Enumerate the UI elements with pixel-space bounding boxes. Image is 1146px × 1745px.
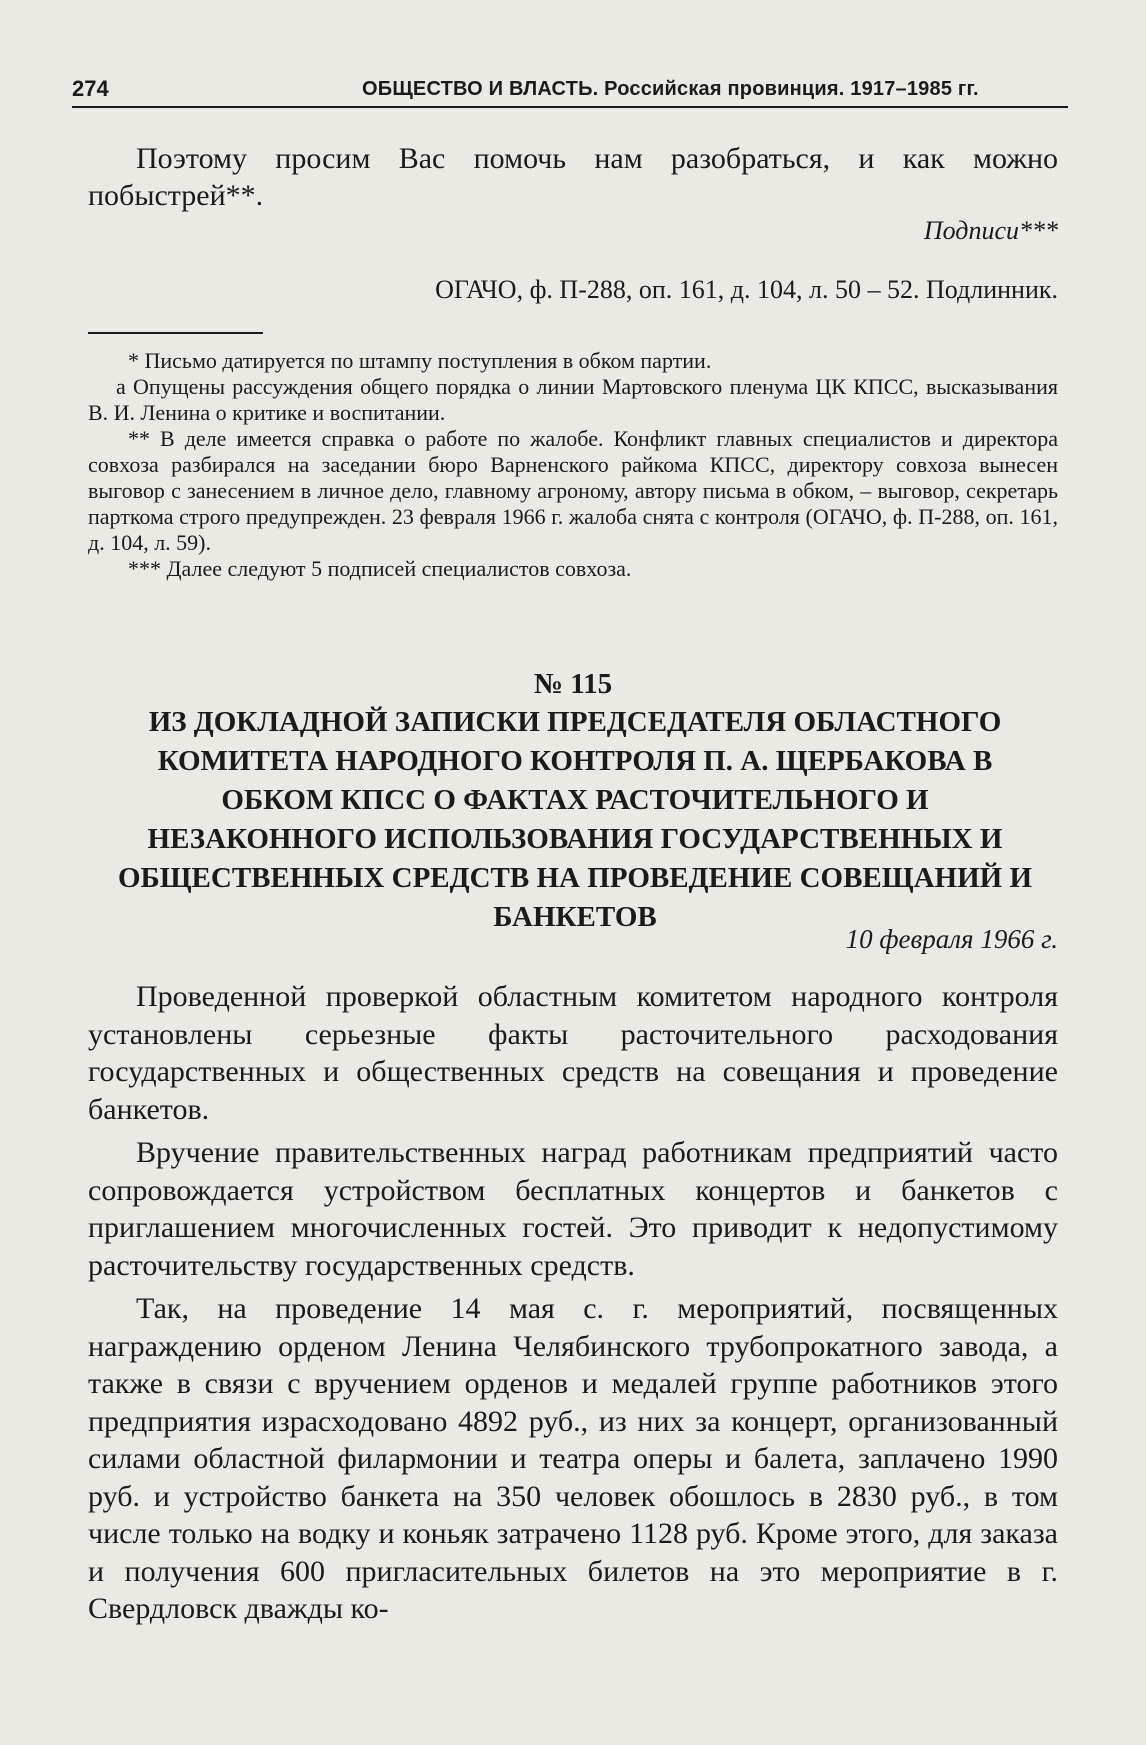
body-paragraph: Так, на проведение 14 мая с. г. мероприятий, посвященных награждению орденом Ленина Челябинского трубопрокатного завода, а также в связи с вручением орденов и медалей группе работников этого предприятия израсходовано 4892 руб., из них за концерт, организованный силами областной филармонии и театра оперы и балета, заплачено 1990 руб. и устройство банкета на 350 человек обошлось в 2830 руб., в том числе только на водку и коньяк затрачено 1128 руб. Кроме этого, для заказа и получения 600 пригласительных билетов на это мероприятие в г. Свердловск дважды ко- bbox=[88, 1292, 1058, 1625]
document-date: 10 февраля 1966 г. bbox=[845, 924, 1058, 954]
footnote-divider bbox=[88, 332, 263, 334]
footnote: *** Далее следуют 5 подписей специалистов совхоза. bbox=[128, 556, 632, 581]
document-number: № 115 bbox=[533, 668, 613, 700]
archive-source: ОГАЧО, ф. П-288, оп. 161, д. 104, л. 50 – 52. Подлинник. bbox=[435, 275, 1058, 304]
running-head bbox=[72, 74, 1068, 108]
document-body bbox=[88, 978, 1058, 1634]
closing-paragraph: Поэтому просим Вас помочь нам разобраться, и как можно побыстрей**. bbox=[88, 142, 1058, 212]
running-title: ОБЩЕСТВО И ВЛАСТЬ. Российская провинция. 1917–1985 гг. bbox=[362, 78, 979, 100]
footnotes bbox=[88, 348, 1058, 582]
footnote: ** В деле имеется справка о работе по жалобе. Конфликт главных специалистов и директора совхоза разбирался на заседании бюро Варненского райкома КПСС, директору совхоза вынесен выговор с занесением в личное дело, главному агроному, автору письма в обком, – выговор, секретарь парткома строго предупрежден. 23 февраля 1966 г. жалоба снята с контроля (ОГАЧО, ф. П-288, оп. 161, д. 104, л. 59). bbox=[88, 426, 1058, 555]
body-paragraph: Вручение правительственных наград работникам предприятий часто сопровождается устройством бесплатных концертов и банкетов с приглашением многочисленных гостей. Это приводит к недопустимому расточительству государственных средств. bbox=[88, 1136, 1058, 1282]
page-number: 274 bbox=[72, 76, 109, 101]
document-title: ИЗ ДОКЛАДНОЙ ЗАПИСКИ ПРЕДСЕДАТЕЛЯ ОБЛАСТНОГО КОМИТЕТА НАРОДНОГО КОНТРОЛЯ П. А. ЩЕРБАКОВА В ОБКОМ КПСС О ФАКТАХ РАСТОЧИТЕЛЬНОГО И НЕЗАКОННОГО ИСПОЛЬЗОВАНИЯ ГОСУДАРСТВЕННЫХ И ОБЩЕСТВЕННЫХ СРЕДСТВ НА ПРОВЕДЕНИЕ СОВЕЩАНИЙ И БАНКЕТОВ bbox=[117, 706, 1033, 933]
footnote: а Опущены рассуждения общего порядка о линии Мартовского пленума ЦК КПСС, высказывания В. И. Ленина о критике и воспитании. bbox=[88, 374, 1058, 425]
previous-letter-ending bbox=[88, 140, 1058, 214]
signatures-note: Подписи*** bbox=[923, 216, 1058, 245]
footnote: * Письмо датируется по штампу поступления в обком партии. bbox=[128, 348, 712, 373]
body-paragraph: Проведенной проверкой областным комитетом народного контроля установлены серьезные факты расточительного расходования государственных и общественных средств на совещания и проведение банкетов. bbox=[88, 980, 1058, 1126]
